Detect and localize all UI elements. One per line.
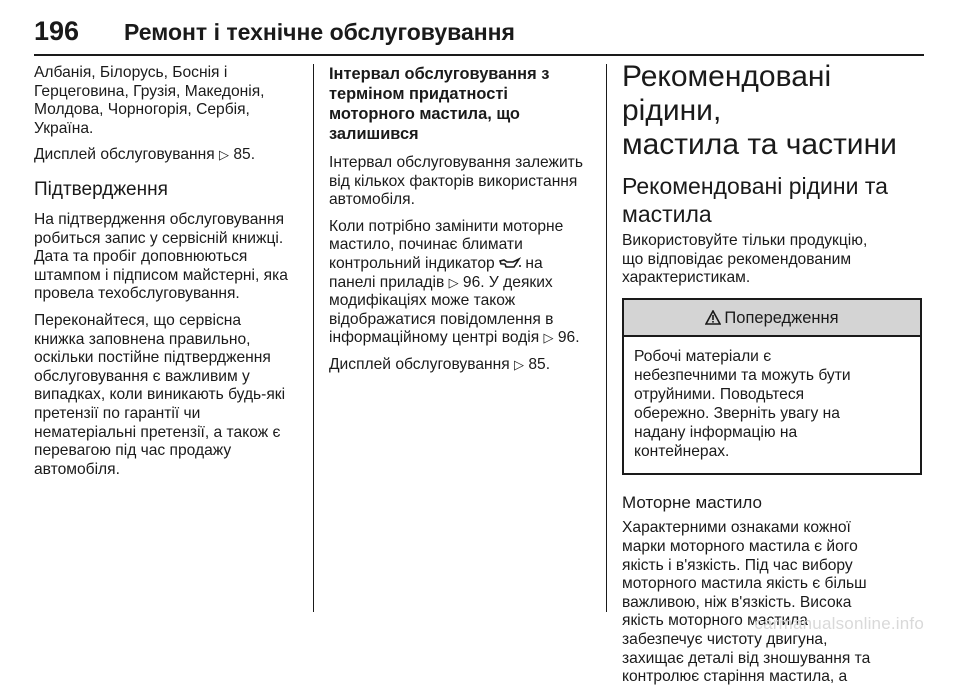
column-3: [622, 60, 922, 695]
warning-text: Робочі матеріали є небезпечними та можуть бути отруйними. Поводьтеся обережно. Зверніть увагу на надану інформацію на контейнерах.: [634, 348, 851, 461]
section-title-interval: Інтервал обслуговування з терміном придатності моторного мастила, що залишився: [329, 65, 550, 143]
column-divider-1: [313, 64, 314, 612]
subsection-title: Рекомендовані рідини та мастила: [622, 173, 888, 227]
main-section-title: Рекомендовані рідини, мастила та частини: [622, 60, 897, 161]
page-ref-icon: ▷: [219, 147, 229, 163]
page-ref-icon: ▷: [543, 330, 554, 346]
paragraph: Переконайтеся, що сервісна книжка заповнена правильно, оскільки постійне підтвердження обслуговування є важливим у випадках, коли виникають будь-які претензії по гарантії чи нематеріальні претензії, а також є перевагою під час продажу автомобіля.: [34, 311, 286, 478]
paragraph: Характерними ознаками кожної марки моторного мастила є його якість і в'язкість. Під час вибору моторного мастила якість є більш важливою, ніж в'язкість. Висока якість моторного мастила забезпечує чистоту двигуна, захищає деталі від зношування та контролює старіння мастила, а: [622, 519, 871, 686]
paragraph: Коли потрібно замінити моторне мастило, починає блимати контрольний індикатор на панелі приладів ▷ 96. У деяких модифікаціях може також відображатися повідомлення в інформаційному центрі водія ▷ 96.: [329, 217, 580, 347]
oil-can-icon: [499, 257, 521, 269]
watermark: carmanualsonline.info: [754, 614, 924, 633]
display-reference: Дисплей обслуговування ▷ 85.: [34, 146, 256, 164]
warning-title: Попередження: [724, 308, 839, 327]
column-1: [34, 64, 312, 487]
paragraph: Використовуйте тільки продукцію, що відповідає рекомендованим характеристикам.: [622, 232, 868, 287]
page-number: 196: [34, 16, 80, 46]
page-header: [34, 14, 924, 56]
warning-box: [622, 298, 922, 476]
page-ref-icon: ▷: [448, 274, 459, 290]
warning-triangle-icon: [705, 310, 721, 325]
column-2: [329, 64, 607, 383]
paragraph: На підтвердження обслуговування робиться запис у сервісній книжці. Дата та пробіг доповнюються штампом і підписом майстерні, яка провела техобслуговування.: [34, 210, 288, 303]
country-list: Албанія, Білорусь, Боснія і Герцеговина, Грузія, Македонія, Молдова, Чорногорія, Сербія, Україна.: [34, 64, 265, 137]
chapter-title: Ремонт і технічне обслуговування: [124, 19, 515, 45]
paragraph: Інтервал обслуговування залежить від кількох факторів використання автомобіля.: [329, 154, 583, 209]
warning-header: [624, 300, 920, 338]
page-ref-icon: ▷: [514, 356, 524, 372]
engine-oil-title: Моторне мастило: [622, 493, 762, 513]
display-reference: Дисплей обслуговування ▷ 85.: [329, 355, 551, 373]
section-title-confirmation: Підтвердження: [34, 178, 168, 200]
